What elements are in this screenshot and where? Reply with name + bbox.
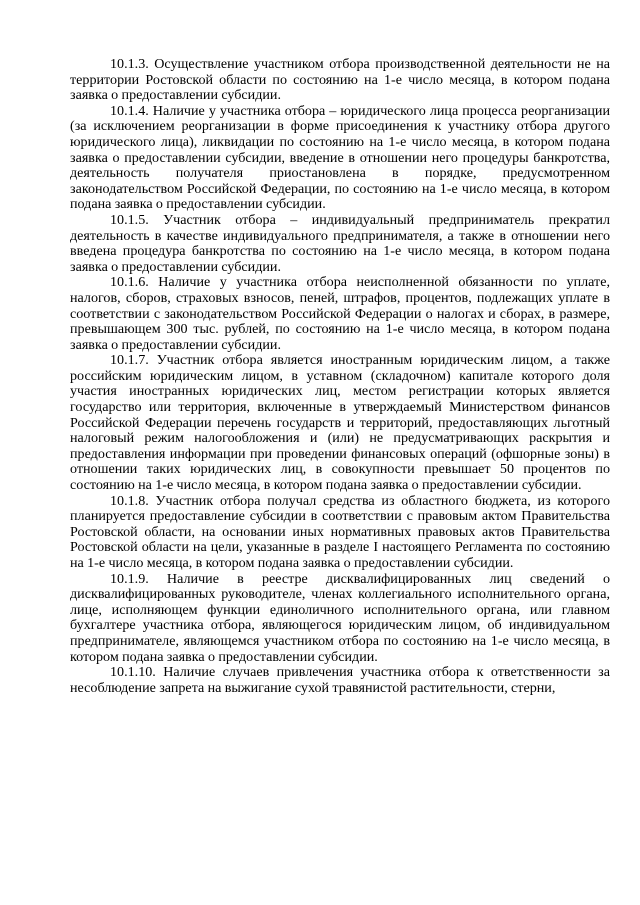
paragraph-10-1-5: 10.1.5. Участник отбора – индивидуальный предприниматель прекратил деятельность в качестве индивидуального предпринимателя, а также в отношении него введена процедура банкротства по состоянию на 1-е число месяца, в котором подана заявка о предоставлении субсидии. <box>70 211 610 275</box>
paragraph-10-1-8: 10.1.8. Участник отбора получал средства из областного бюджета, из которого планируется предоставление субсидии в соответствии с правовым актом Правительства Ростовской области, на основании иных нормативных правовых актов Правительства Ростовской области на цели, указанные в разделе I настоящего Регламента по состоянию на 1-е число месяца, в котором подана заявка о предоставлении субсидии. <box>70 492 610 571</box>
paragraph-10-1-4: 10.1.4. Наличие у участника отбора – юридического лица процесса реорганизации (за исключением реорганизации в форме присоединения к участнику отбора другого юридического лица), ликвидации по состоянию на 1-е число месяца, в котором подана заявка о предоставлении субсидии, введение в отношении него процедуры банкротства, деятельность получателя приостановлена в порядке, предусмотренном законодательством Российской Федерации, по состоянию на 1-е число месяца, в котором подана заявка о предоставлении субсидии. <box>70 102 610 213</box>
paragraph-10-1-10: 10.1.10. Наличие случаев привлечения участника отбора к ответственности за несоблюдение запрета на выжигание сухой травянистой растительности, стерни, <box>70 664 610 696</box>
paragraph-10-1-7: 10.1.7. Участник отбора является иностранным юридическим лицом, а также российским юридическим лицом, в уставном (складочном) капитале которого доля участия иностранных юридических лиц, местом регистрации которых является государство или территория, включенные в утверждаемый Министерством финансов Российской Федерации перечень государств и территорий, предоставляющих льготный налоговый режим налогообложения и (или) не предусматривающих раскрытия и предоставления информации при проведении финансовых операций (офшорные зоны) в отношении таких юридических лиц, в совокупности превышает 50 процентов по состоянию на 1-е число месяца, в котором подана заявка о предоставлении субсидии. <box>70 352 610 494</box>
paragraph-10-1-6: 10.1.6. Наличие у участника отбора неисполненной обязанности по уплате, налогов, сборов, страховых взносов, пеней, штрафов, процентов, подлежащих уплате в соответствии с законодательством Российской Федерации о налогах и сборах, в размере, превышающем 300 тыс. рублей, по состоянию на 1-е число месяца, в котором подана заявка о предоставлении субсидии. <box>70 274 610 353</box>
document-body <box>70 57 610 696</box>
paragraph-10-1-3: 10.1.3. Осуществление участником отбора производственной деятельности не на территории Ростовской области по состоянию на 1-е число месяца, в котором подана заявка о предоставлении субсидии. <box>70 56 610 104</box>
paragraph-10-1-9: 10.1.9. Наличие в реестре дисквалифицированных лиц сведений о дисквалифицированных руководителе, членах коллегиального исполнительного органа, лице, исполняющем функции единоличного исполнительного органа, или главном бухгалтере участника отбора, являющегося юридическим лицом, об индивидуальном предпринимателе, являющемся участником отбора по состоянию на 1-е число месяца, в котором подана заявка о предоставлении субсидии. <box>70 570 610 665</box>
